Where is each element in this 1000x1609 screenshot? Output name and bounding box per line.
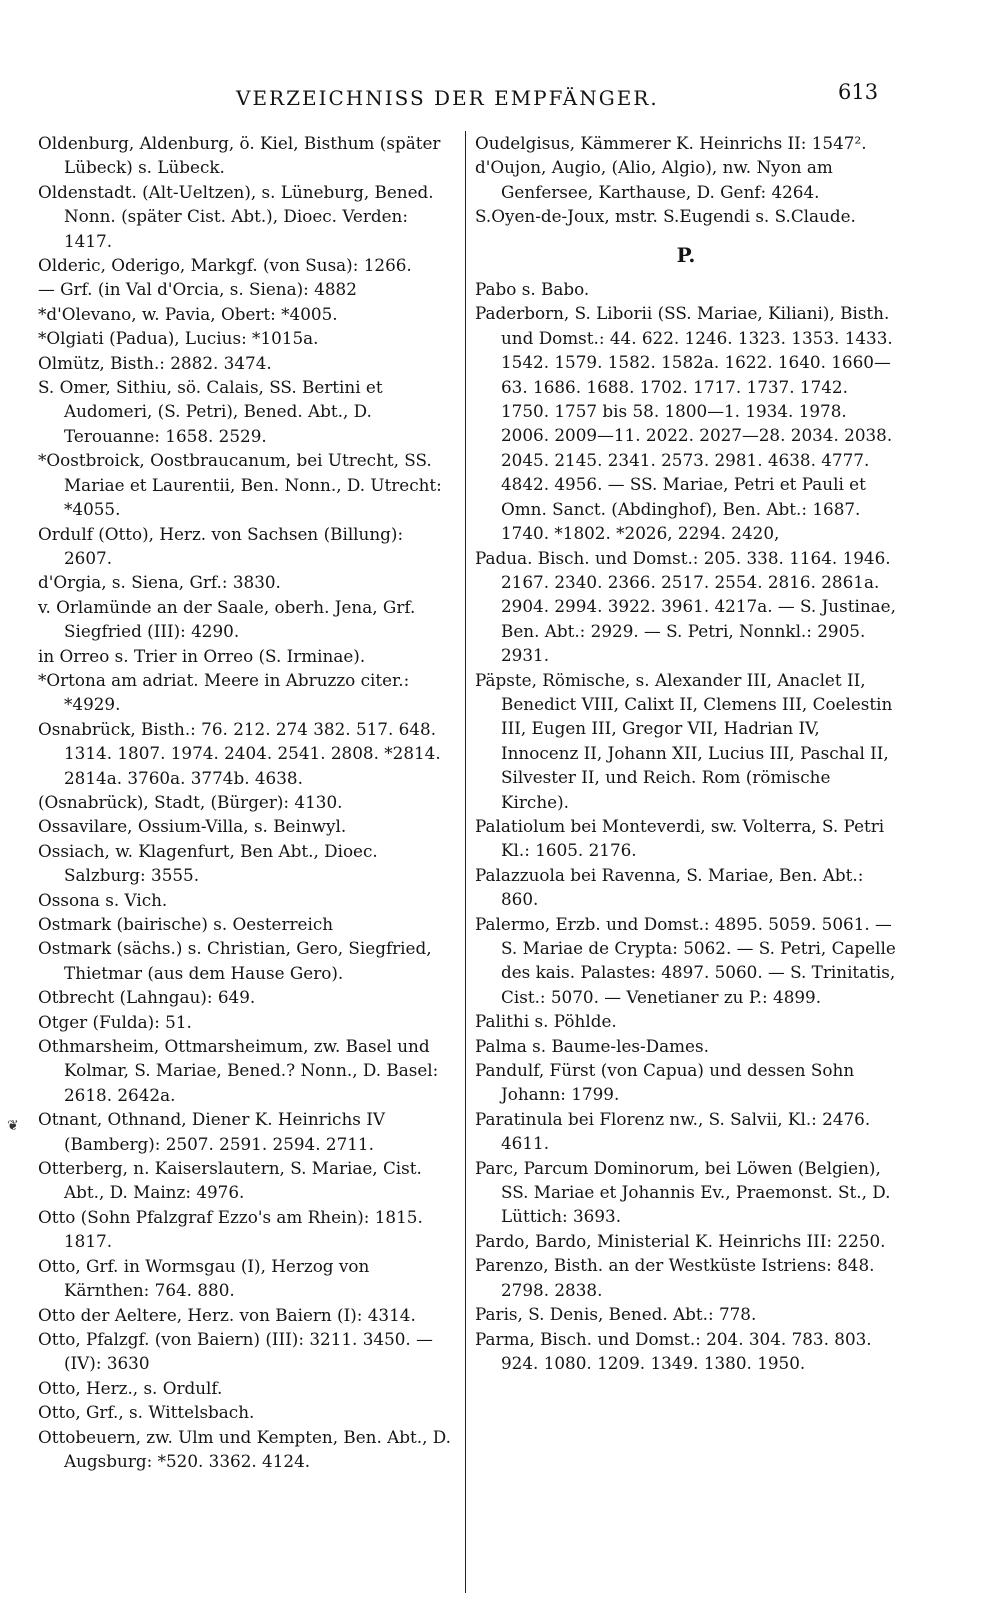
index-entry: Ottobeuern, zw. Ulm und Kempten, Ben. Abt., D. Augsburg: *520. 3362. 4124.	[38, 1426, 451, 1471]
index-entry: Otger (Fulda): 51.	[38, 1011, 192, 1032]
index-entry: Palazzuola bei Ravenna, S. Mariae, Ben. Abt.: 860.	[475, 864, 864, 910]
index-entry: Pardo, Bardo, Ministerial K. Heinrichs III: 2250.	[475, 1230, 886, 1251]
index-entry: Otnant, Othnand, Diener K. Heinrichs IV (Bamberg): 2507. 2591. 2594. 2711.	[38, 1109, 385, 1154]
index-entry: Ossona s. Vich.	[38, 889, 168, 910]
index-entry: Ostmark (sächs.) s. Christian, Gero, Siegfried, Thietmar (aus dem Hause Gero).	[38, 938, 432, 983]
index-entry: Otto, Grf. in Wormsgau (I), Herzog von Kärnthen: 764. 880.	[38, 1255, 370, 1301]
index-entry: Otto (Sohn Pfalzgraf Ezzo's am Rhein): 1815. 1817.	[38, 1206, 423, 1252]
index-entry: Parenzo, Bisth. an der Westküste Istriens: 848. 2798. 2838.	[475, 1255, 875, 1300]
index-entry: Paratinula bei Florenz nw., S. Salvii, Kl.: 2476. 4611.	[475, 1108, 871, 1154]
column-divider	[465, 131, 466, 1593]
index-entry: S. Omer, Sithiu, sö. Calais, SS. Bertini et Audomeri, (S. Petri), Bened. Abt., D. Terouanne: 1658. 2529.	[38, 377, 383, 446]
index-entry: Othmarsheim, Ottmarsheimum, zw. Basel und Kolmar, S. Mariae, Bened.? Nonn., D. Basel: 2618. 2642a.	[38, 1036, 439, 1105]
index-entry: Otto der Aeltere, Herz. von Baiern (I): 4314.	[38, 1304, 416, 1325]
index-entry: Otterberg, n. Kaiserslautern, S. Mariae, Cist. Abt., D. Mainz: 4976.	[38, 1158, 422, 1203]
index-entry: Paderborn, S. Liborii (SS. Mariae, Kiliani), Bisth. und Domst.: 44. 622. 1246. 1323. 1353. 1433. 1542. 1579. 1582. 1582a. 1622. 1640. 1660—63. 1686. 1688. 1702. 1717. 1737. 1742. 1750. 1757 bis 58. 1800—1. 1934. 1978. 2006. 2009—11. 2022. 2027—28. 2034. 2038. 2045. 2145. 2341. 2573. 2981. 4638. 4777. 4842. 4956. — SS. Mariae, Petri et Pauli et Omn. Sanct. (Abdinghof), Ben. Abt.: 1687. 1740. *1802. *2026, 2294. 2420,	[475, 303, 893, 544]
index-entry: Palithi s. Pöhlde.	[475, 1011, 617, 1032]
index-entry: Parma, Bisch. und Domst.: 204. 304. 783. 803. 924. 1080. 1209. 1349. 1380. 1950.	[475, 1328, 872, 1373]
section-heading-p: P.	[676, 242, 696, 267]
right-column-top-entries	[475, 131, 897, 229]
margin-mark: ❦	[7, 1118, 19, 1134]
index-entry: *Oostbroick, Oostbraucanum, bei Utrecht, SS. Mariae et Laurentii, Ben. Nonn., D. Utrecht: *4055.	[38, 450, 442, 520]
index-entry: Otto, Herz., s. Ordulf.	[38, 1377, 223, 1398]
index-entry: Palma s. Baume-les-Dames.	[475, 1035, 709, 1056]
index-entry: v. Orlamünde an der Saale, oberh. Jena, Grf. Siegfried (III): 4290.	[38, 596, 416, 642]
index-entry: Ossavilare, Ossium-Villa, s. Beinwyl.	[38, 816, 347, 837]
index-entry: Palermo, Erzb. und Domst.: 4895. 5059. 5061. — S. Mariae de Crypta: 5062. — S. Petri, Capelle des kais. Palastes: 4897. 5060. — S. Trinitatis, Cist.: 5070. — Venetianer zu P.: 4899.	[475, 913, 896, 1007]
index-entry: S.Oyen-de-Joux, mstr. S.Eugendi s. S.Claude.	[475, 206, 856, 227]
running-header-title: VERZEICHNISS DER EMPFÄNGER.	[236, 86, 659, 110]
right-column-bottom-entries	[475, 277, 897, 1375]
index-entry: Oldenburg, Aldenburg, ö. Kiel, Bisthum (später Lübeck) s. Lübeck.	[38, 133, 441, 178]
index-entry: d'Orgia, s. Siena, Grf.: 3830.	[38, 572, 281, 593]
index-entry: Padua. Bisch. und Domst.: 205. 338. 1164. 1946. 2167. 2340. 2366. 2517. 2554. 2816. 2861a. 2904. 2994. 3922. 3961. 4217a. — S. Justinae, Ben. Abt.: 2929. — S. Petri, Nonnkl.: 2905. 2931.	[475, 547, 896, 666]
index-entry: Ostmark (bairische) s. Oesterreich	[38, 914, 334, 934]
index-entry: Pandulf, Fürst (von Capua) und dessen Sohn Johann: 1799.	[475, 1060, 855, 1105]
index-entry: Palatiolum bei Monteverdi, sw. Volterra, S. Petri Kl.: 1605. 2176.	[475, 815, 885, 861]
index-entry: Otbrecht (Lahngau): 649.	[38, 987, 256, 1008]
page-number: 613	[838, 80, 879, 104]
index-entry: — Grf. (in Val d'Orcia, s. Siena): 4882	[38, 279, 357, 300]
index-entry: Oudelgisus, Kämmerer K. Heinrichs II: 1547².	[475, 133, 867, 153]
index-entry: *Ortona am adriat. Meere in Abruzzo citer.: *4929.	[38, 669, 410, 715]
index-entry: Otto, Grf., s. Wittelsbach.	[38, 1402, 255, 1423]
index-entry: Olderic, Oderigo, Markgf. (von Susa): 1266.	[38, 255, 412, 276]
left-column	[38, 131, 456, 1473]
index-entry: Olmütz, Bisth.: 2882. 3474.	[38, 352, 272, 373]
index-entry: Parc, Parcum Dominorum, bei Löwen (Belgien), SS. Mariae et Johannis Ev., Praemonst. St., D. Lüttich: 3693.	[475, 1157, 891, 1227]
index-entry: *Olgiati (Padua), Lucius: *1015a.	[38, 328, 319, 349]
index-entry: *d'Olevano, w. Pavia, Obert: *4005.	[38, 303, 338, 324]
index-entry: Oldenstadt. (Alt-Ueltzen), s. Lüneburg, Bened. Nonn. (später Cist. Abt.), Dioec. Verden: 1417.	[38, 181, 434, 251]
index-entry: Ossiach, w. Klagenfurt, Ben Abt., Dioec. Salzburg: 3555.	[38, 840, 378, 886]
right-column	[475, 131, 897, 1375]
index-entry: Pabo s. Babo.	[475, 279, 590, 300]
index-entry: Ordulf (Otto), Herz. von Sachsen (Billung): 2607.	[38, 523, 404, 568]
index-entry: in Orreo s. Trier in Orreo (S. Irminae).	[38, 645, 366, 666]
index-entry: Otto, Pfalzgf. (von Baiern) (III): 3211. 3450. — (IV): 3630	[38, 1328, 433, 1374]
index-entry: Päpste, Römische, s. Alexander III, Anaclet II, Benedict VIII, Calixt II, Clemens III, Coelestin III, Eugen III, Gregor VII, Hadrian IV, Innocenz II, Johann XII, Lucius III, Paschal II, Silvester II, und Reich. Rom (römische Kirche).	[475, 669, 893, 812]
index-entry: d'Oujon, Augio, (Alio, Algio), nw. Nyon am Genfersee, Karthause, D. Genf: 4264.	[475, 157, 833, 202]
index-entry: Osnabrück, Bisth.: 76. 212. 274 382. 517. 648. 1314. 1807. 1974. 2404. 2541. 2808. *2814. 2814a. 3760a. 3774b. 4638.	[38, 718, 441, 788]
index-entry: (Osnabrück), Stadt, (Bürger): 4130.	[38, 791, 343, 812]
index-entry: Paris, S. Denis, Bened. Abt.: 778.	[475, 1304, 757, 1325]
